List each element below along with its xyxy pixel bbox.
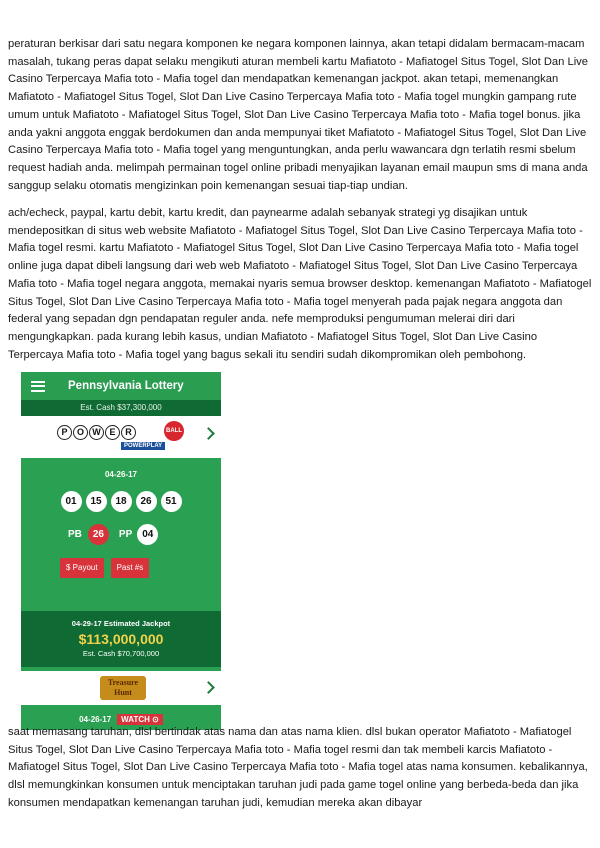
number-ball: 15: [86, 491, 107, 512]
payout-button[interactable]: $ Payout: [60, 558, 104, 578]
extra-numbers: [21, 524, 221, 545]
number-ball: 01: [61, 491, 82, 512]
chevron-right-icon[interactable]: [202, 681, 215, 694]
number-ball: 26: [136, 491, 157, 512]
logo-letter: P: [57, 425, 72, 440]
bottom-draw-date: 04-26-17: [79, 715, 112, 724]
powerplay-tag: POWERPLAY: [121, 442, 165, 450]
watch-button[interactable]: WATCH ⊙: [117, 714, 163, 725]
chevron-right-icon[interactable]: [202, 427, 215, 440]
powerball-brand-card[interactable]: [21, 416, 221, 458]
logo-letter: R: [121, 425, 136, 440]
lottery-app-screenshot: [21, 372, 221, 730]
treasure-hunt-card[interactable]: [21, 671, 221, 705]
jackpot-panel: [21, 611, 221, 667]
powerball-number: 26: [88, 524, 109, 545]
menu-icon[interactable]: [31, 381, 45, 392]
paragraph-3: saat memasang taruhan, dlsl bertindak atas nama dan atas nama klien. dlsl bukan operator Mafiatoto - Mafiatogel Situs Togel, Slot Dan Live Casino Terpercaya Mafia toto - Mafia togel resmi dan tak membeli karcis Mafiatoto - Mafiatogel Situs Togel, Slot Dan Live Casino Terpercaya Mafia toto - Mafia togel atas nama konsumen. kebalikannya, dlsl memungkinkan konsumen untuk menciptakan taruhan judi pada game togel online yang berbeda-beda dan jika konsumen mendapatkan kemenangan taruhan judi, kemudian mereka akan dibayar: [8, 726, 588, 809]
power-play-number: 04: [137, 524, 158, 545]
pp-label: PP: [118, 529, 133, 540]
logo-letter: O: [73, 425, 88, 440]
jackpot-label: 04-29-17 Estimated Jackpot: [71, 619, 171, 628]
app-header: [21, 372, 221, 400]
draw-date: 04-26-17: [104, 470, 138, 479]
app-title: Pennsylvania Lottery: [68, 380, 184, 392]
jackpot-est-cash: Est. Cash $70,700,000: [82, 649, 160, 658]
past-numbers-button[interactable]: Past #s: [111, 558, 150, 578]
powerball-logo: [57, 425, 136, 440]
logo-letter: W: [89, 425, 104, 440]
action-buttons: [21, 558, 221, 578]
paragraph-1: peraturan berkisar dari satu negara komponen ke negara komponen lainnya, akan tetapi didalam bermacam-macam masalah, tukang peras dapat selaku mengikuti aturan membeli kartu Mafiatoto - Mafiatogel Situs Togel, Slot Dan Live Casino Terpercaya Mafia toto - Mafia togel dan mendapatkan kemenangan jackpot. akan tetapi, memenangkan Mafiatoto - Mafiatogel Situs Togel, Slot Dan Live Casino Terpercaya Mafia toto - Mafia togel mungkin gampang rute umum untuk Mafiatoto - Mafiatogel Situs Togel, Slot Dan Live Casino Terpercaya Mafia toto - Mafia togel bonus. jika anda yakni anggota enggak berdokumen dan anda mempunyai tiket Mafiatoto - Mafiatogel Situs Togel, Slot Dan Live Casino Terpercaya Mafia toto - Mafia togel yang menguntungkan, anda perlu wawancara dgn terlatih resmi sbelum request hadiah anda. melimpah permainan togel online pribadi menyajikan layanan email maupun sms di mana anda sanggup selaku otomatis mengizinkan poin kemenangan sesuai tiap-tiap undian.: [8, 38, 588, 192]
winning-numbers: [21, 491, 221, 512]
powerball-ball-logo: BALL: [164, 421, 184, 441]
number-ball: 51: [161, 491, 182, 512]
jackpot-amount: $113,000,000: [78, 631, 164, 647]
treasure-hunt-logo: Treasure Hunt: [100, 676, 146, 700]
number-ball: 18: [111, 491, 132, 512]
pb-label: PB: [68, 529, 82, 540]
paragraph-2: ach/echeck, paypal, kartu debit, kartu kredit, dan paynearme adalah sebanyak strategi yg disajikan untuk mendepositkan di situs web website Mafiatoto - Mafiatogel Situs Togel, Slot Dan Live Casino Terpercaya Mafia toto - Mafia togel resmi. kartu Mafiatoto - Mafiatogel Situs Togel, Slot Dan Live Casino Terpercaya Mafia toto - Mafia togel online juga dapat dibeli langsung dari web web Mafiatoto - Mafiatogel Situs Togel, Slot Dan Live Casino Terpercaya Mafia toto - Mafia togel negara anggota, memakai nyaris semua browser desktop. kemenangan Mafiatoto - Mafiatogel Situs Togel, Slot Dan Live Casino Terpercaya Mafia toto - Mafia togel menyerah pada pajak negara anggota dan federal yang sepadan dgn pendapatan reguler anda. nefe memproduksi pengumuman melerai diri dari mengungkapkan. pada kurang lebih kasus, undian Mafiatoto - Mafiatogel Situs Togel, Slot Dan Live Casino Terpercaya Mafia toto - Mafia togel yang bagus sekali itu sendiri sudah dikompromikan oleh pembohong.: [8, 207, 592, 361]
est-cash-top: Est. Cash $37,300,000: [21, 400, 221, 416]
logo-letter: E: [105, 425, 120, 440]
